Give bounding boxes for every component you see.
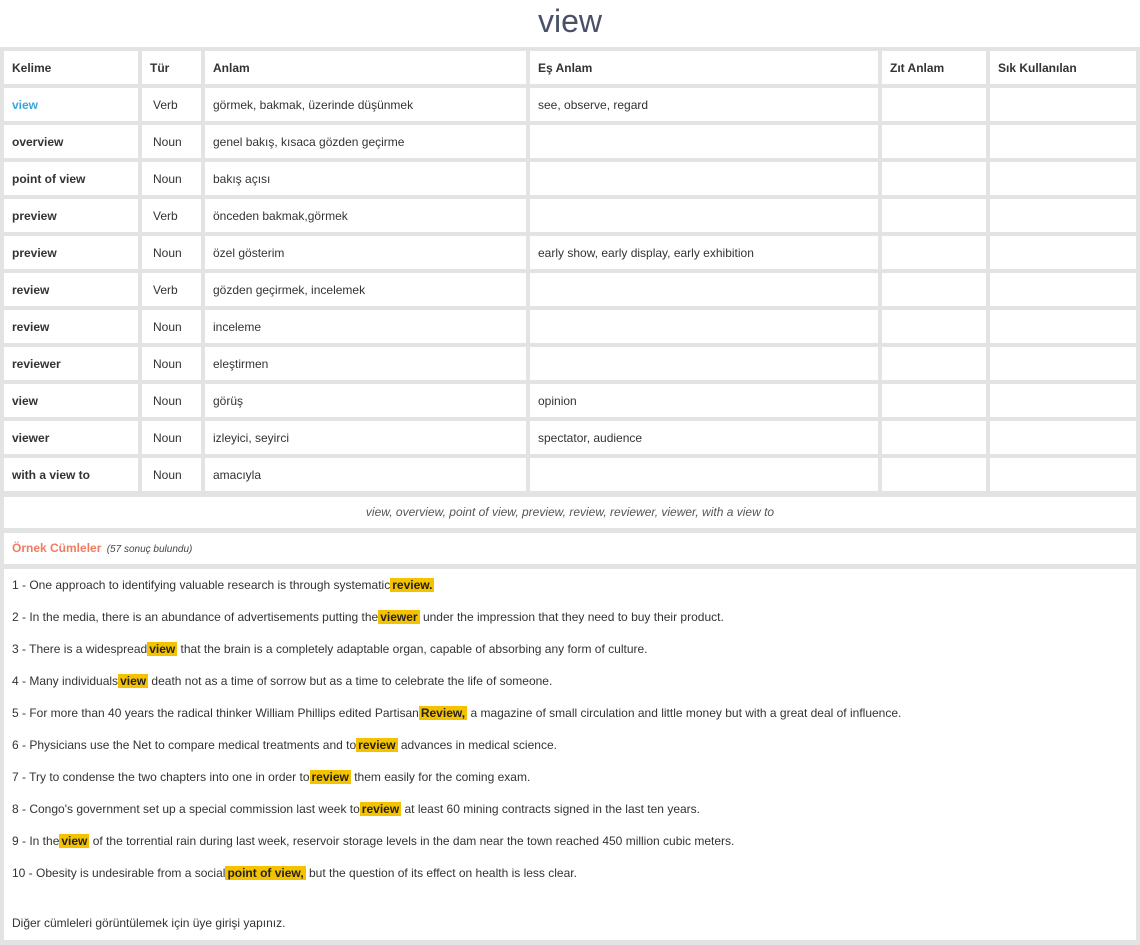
antonym-cell (882, 421, 986, 454)
sentence-text: at least 60 mining contracts signed in the last ten years. (404, 802, 700, 816)
type-cell: Noun (142, 125, 201, 158)
login-note: Diğer cümleleri görüntülemek için üye girişi yapınız. (12, 916, 286, 930)
frequent-cell (990, 273, 1136, 306)
meaning-cell: izleyici, seyirci (205, 421, 526, 454)
sentence-text: 2 - In the media, there is an abundance of advertisements putting the (12, 610, 379, 624)
sentence-text: that the brain is a completely adaptable organ, capable of absorbing any form of culture. (180, 642, 648, 656)
header-word: Kelime (4, 51, 138, 84)
sentence-text: them easily for the coming exam. (354, 770, 531, 784)
frequent-cell (990, 310, 1136, 343)
meaning-cell: özel gösterim (205, 236, 526, 269)
type-cell: Noun (142, 162, 201, 195)
frequent-cell (990, 458, 1136, 491)
example-sentence (12, 672, 552, 690)
header-meaning: Anlam (205, 51, 526, 84)
synonym-cell: see, observe, regard (530, 88, 878, 121)
sentence-highlight: viewer (380, 610, 418, 624)
synonym-cell (530, 125, 878, 158)
word-cell[interactable]: view (4, 88, 138, 121)
table-row (4, 88, 1136, 121)
word-table (0, 47, 1140, 495)
sentence-highlight: review (311, 770, 349, 784)
example-sentence (12, 576, 434, 594)
type-cell: Noun (142, 347, 201, 380)
sentence-text: 1 - One approach to identifying valuable research is through systematic (12, 578, 391, 592)
sentence-text: 5 - For more than 40 years the radical thinker William Phillips edited Partisan (12, 706, 419, 720)
frequent-cell (990, 384, 1136, 417)
sentence-highlight: view (120, 674, 147, 688)
sentence-highlight: review. (392, 578, 433, 592)
frequent-cell (990, 347, 1136, 380)
sentence-highlight: view (149, 642, 176, 656)
antonym-cell (882, 347, 986, 380)
table-row (4, 199, 1136, 232)
sentence-highlight: review (358, 738, 396, 752)
synonym-cell (530, 310, 878, 343)
example-sentence (12, 704, 901, 722)
word-cell[interactable]: preview (4, 236, 138, 269)
type-cell: Noun (142, 310, 201, 343)
frequent-cell (990, 236, 1136, 269)
sentence-text: of the torrential rain during last week, reservoir storage levels in the dam near the town reached 450 million cubic meters. (92, 834, 735, 848)
meaning-cell: bakış açısı (205, 162, 526, 195)
sentence-text: death not as a time of sorrow but as a time to celebrate the life of someone. (151, 674, 553, 688)
meaning-cell: amacıyla (205, 458, 526, 491)
examples-count: (57 sonuç bulundu) (106, 544, 193, 555)
table-row (4, 125, 1136, 158)
word-cell[interactable]: view (4, 384, 138, 417)
frequent-cell (990, 162, 1136, 195)
synonym-cell (530, 162, 878, 195)
synonym-cell (530, 458, 878, 491)
antonym-cell (882, 88, 986, 121)
table-row (4, 421, 1136, 454)
table-row (4, 273, 1136, 306)
sentence-highlight: view (61, 834, 88, 848)
examples-title: Örnek Cümleler (12, 541, 102, 555)
word-cell[interactable]: viewer (4, 421, 138, 454)
type-cell: Verb (142, 199, 201, 232)
example-sentence (12, 864, 577, 882)
antonym-cell (882, 310, 986, 343)
related-words: view, overview, point of view, preview, review, reviewer, viewer, with a view to (4, 497, 1136, 528)
type-cell: Noun (142, 458, 201, 491)
meaning-cell: önceden bakmak,görmek (205, 199, 526, 232)
content-area (0, 47, 1140, 945)
type-cell: Noun (142, 421, 201, 454)
table-row (4, 347, 1136, 380)
sentence-text: 7 - Try to condense the two chapters into one in order to (12, 770, 310, 784)
sentence-highlight: Review, (420, 706, 466, 720)
word-cell[interactable]: overview (4, 125, 138, 158)
antonym-cell (882, 384, 986, 417)
example-sentence (12, 608, 724, 626)
sentence-text: 4 - Many individuals (12, 674, 119, 688)
antonym-cell (882, 125, 986, 158)
antonym-cell (882, 236, 986, 269)
header-synonym: Eş Anlam (530, 51, 878, 84)
example-sentence (12, 768, 530, 786)
table-row (4, 458, 1136, 491)
sentence-text: 8 - Congo's government set up a special commission last week to (12, 802, 360, 816)
examples-header (4, 533, 1136, 564)
type-cell: Verb (142, 273, 201, 306)
meaning-cell: görmek, bakmak, üzerinde düşünmek (205, 88, 526, 121)
meaning-cell: eleştirmen (205, 347, 526, 380)
table-row (4, 310, 1136, 343)
type-cell: Noun (142, 384, 201, 417)
frequent-cell (990, 125, 1136, 158)
sentence-text: advances in medical science. (400, 738, 557, 752)
antonym-cell (882, 199, 986, 232)
header-type: Tür (142, 51, 201, 84)
sentence-text: 6 - Physicians use the Net to compare medical treatments and to (12, 738, 357, 752)
word-cell[interactable]: review (4, 310, 138, 343)
word-cell[interactable]: review (4, 273, 138, 306)
sentence-text: 3 - There is a widespread (12, 642, 148, 656)
sentence-text: under the impression that they need to buy their product. (422, 610, 724, 624)
synonym-cell (530, 347, 878, 380)
table-row (4, 236, 1136, 269)
word-cell[interactable]: with a view to (4, 458, 138, 491)
header-antonym: Zıt Anlam (882, 51, 986, 84)
page-title: view (537, 3, 602, 39)
sentence-text: but the question of its effect on health is less clear. (309, 866, 577, 880)
sentence-text: 10 - Obesity is undesirable from a social (12, 866, 226, 880)
frequent-cell (990, 421, 1136, 454)
synonym-cell (530, 199, 878, 232)
sentence-highlight: point of view, (227, 866, 304, 880)
frequent-cell (990, 88, 1136, 121)
word-cell[interactable]: preview (4, 199, 138, 232)
example-sentence (12, 640, 648, 658)
meaning-cell: gözden geçirmek, incelemek (205, 273, 526, 306)
frequent-cell (990, 199, 1136, 232)
meaning-cell: genel bakış, kısaca gözden geçirme (205, 125, 526, 158)
synonym-cell: opinion (530, 384, 878, 417)
word-cell[interactable]: reviewer (4, 347, 138, 380)
synonym-cell (530, 273, 878, 306)
type-cell: Verb (142, 88, 201, 121)
table-row (4, 162, 1136, 195)
table-header-row (4, 51, 1136, 84)
antonym-cell (882, 273, 986, 306)
type-cell: Noun (142, 236, 201, 269)
example-sentence (12, 832, 734, 850)
table-row (4, 384, 1136, 417)
antonym-cell (882, 458, 986, 491)
synonym-cell: early show, early display, early exhibition (530, 236, 878, 269)
sentence-text: a magazine of small circulation and little money but with a great deal of influence. (470, 706, 902, 720)
word-cell[interactable]: point of view (4, 162, 138, 195)
synonym-cell: spectator, audience (530, 421, 878, 454)
example-sentence (12, 800, 700, 818)
header-frequent: Sık Kullanılan (990, 51, 1136, 84)
examples-list (4, 569, 1136, 940)
antonym-cell (882, 162, 986, 195)
meaning-cell: görüş (205, 384, 526, 417)
sentence-highlight: review (361, 802, 400, 816)
example-sentence (12, 736, 557, 754)
sentence-text: 9 - In the (12, 834, 60, 848)
meaning-cell: inceleme (205, 310, 526, 343)
